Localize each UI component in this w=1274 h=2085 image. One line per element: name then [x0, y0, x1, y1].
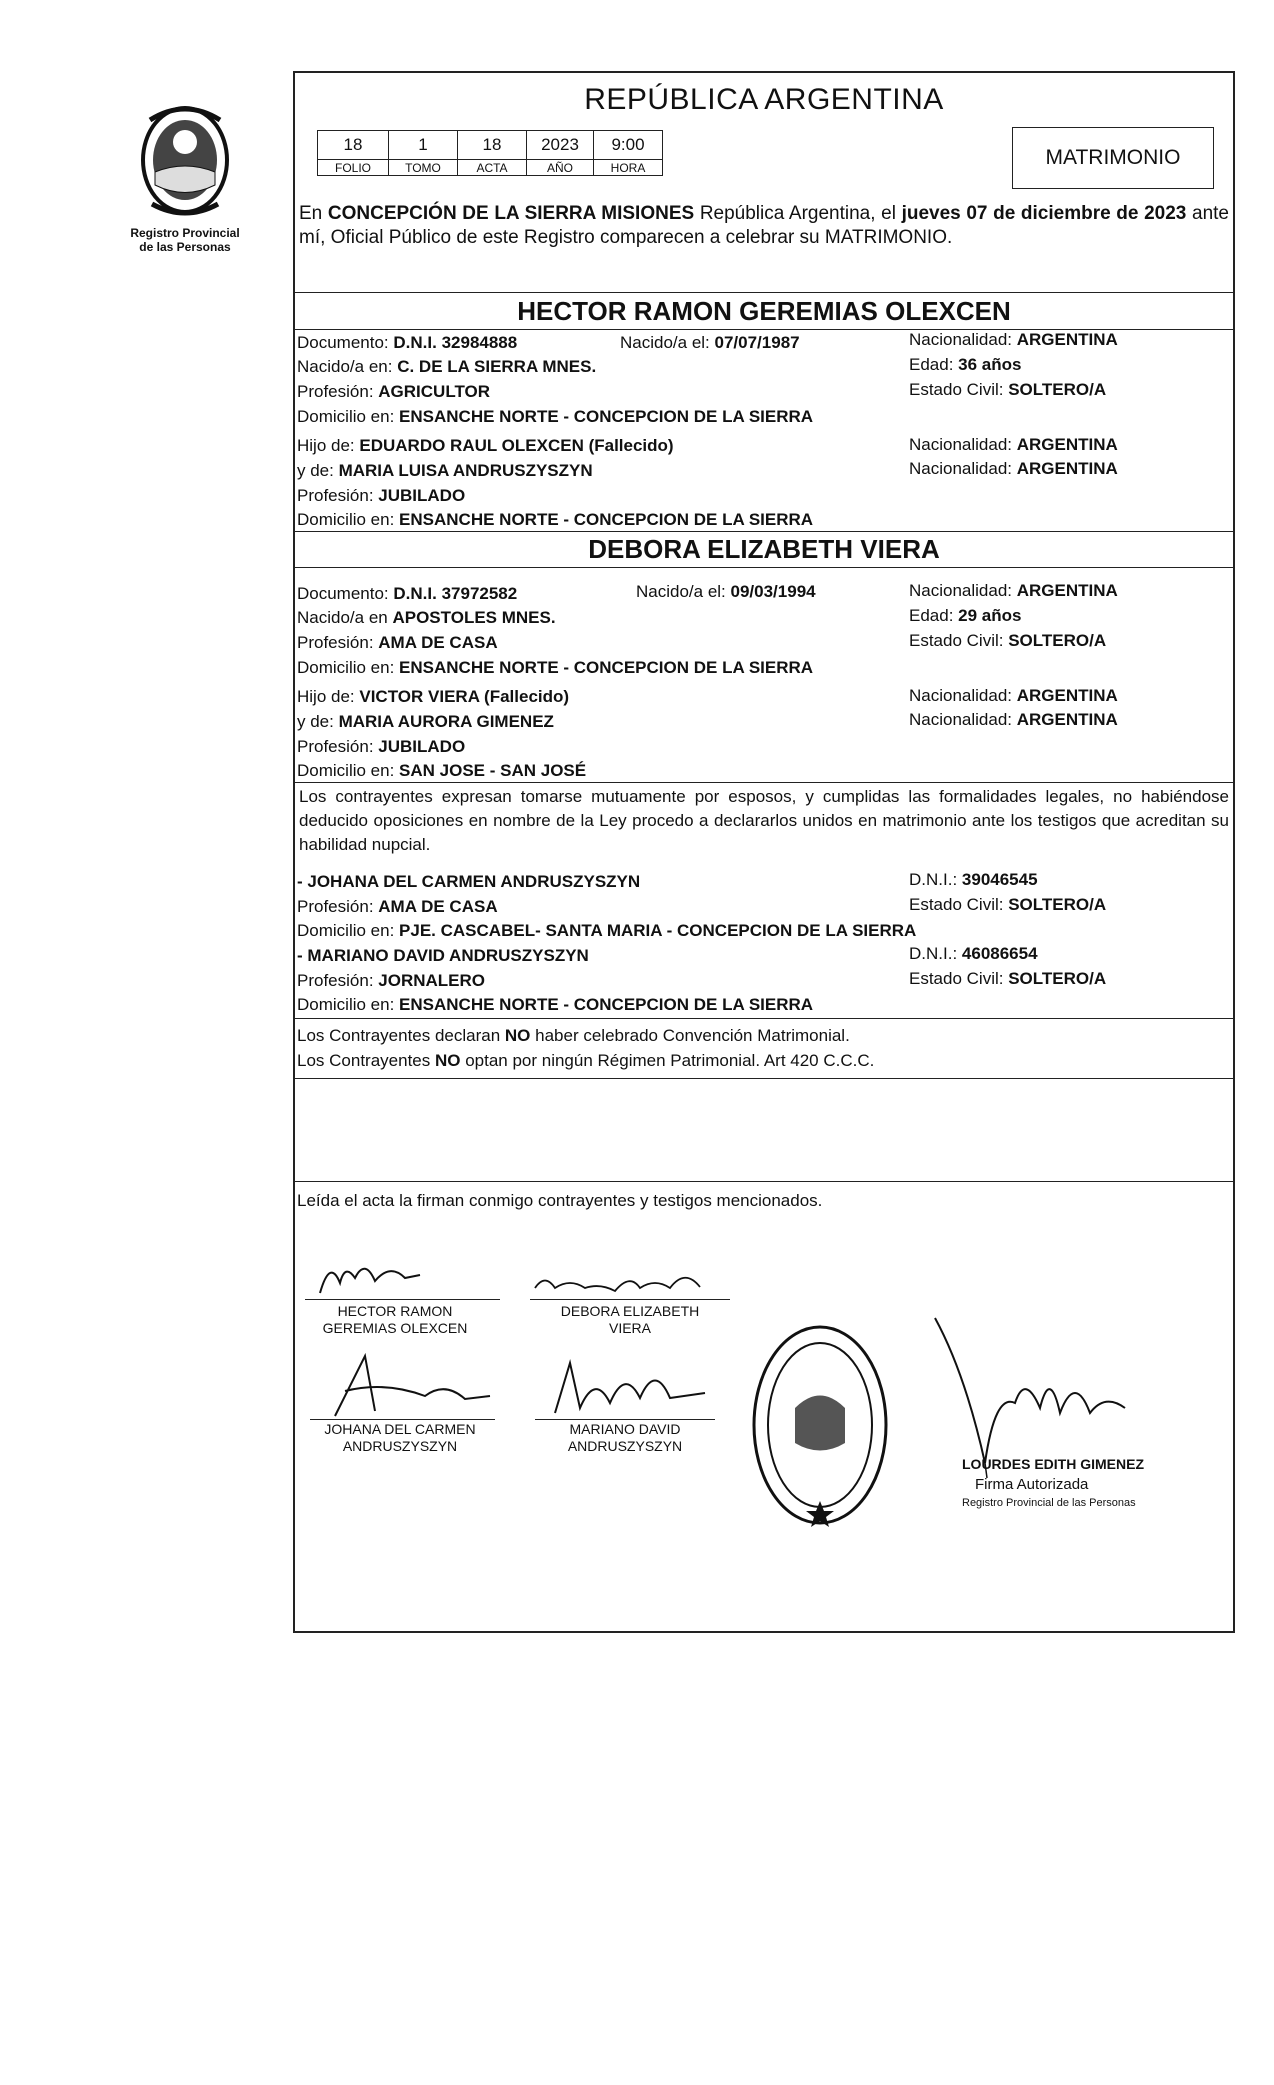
- witness-1-prof: Profesión: AMA DE CASA: [297, 897, 498, 916]
- groom-prof: Profesión: AGRICULTOR: [297, 382, 491, 401]
- bride-prof: Profesión: AMA DE CASA: [297, 633, 498, 652]
- convention-line-1: Los Contrayentes declaran NO haber celebrado Convención Matrimonial.: [297, 1026, 850, 1045]
- witness-1-signature-caption: JOHANA DEL CARMEN ANDRUSZYSZYN: [324, 1421, 476, 1454]
- groom-father-nat: Nacionalidad: ARGENTINA: [909, 435, 1118, 454]
- groom-nat: Nacionalidad: ARGENTINA: [909, 330, 1118, 349]
- witness-2-dni: D.N.I.: 46086654: [909, 944, 1038, 963]
- bride-name: DEBORA ELIZABETH VIERA: [588, 534, 940, 564]
- official-role: Firma Autorizada: [975, 1476, 1089, 1493]
- bride-father: Hijo de: VICTOR VIERA (Fallecido): [297, 687, 570, 706]
- bride-signature-caption: DEBORA ELIZABETH VIERA: [560, 1303, 700, 1336]
- bride-mother: y de: MARIA AURORA GIMENEZ: [297, 712, 554, 731]
- provincial-seal-icon: [130, 100, 240, 220]
- official-stamp-icon: [750, 1323, 890, 1528]
- folio-label: FOLIO: [318, 160, 389, 176]
- groom-doc: Documento: D.N.I. 32984888: [297, 333, 518, 352]
- divider: [295, 1078, 1233, 1079]
- groom-signature-icon: [310, 1253, 450, 1303]
- declaration-paragraph: Los contrayentes expresan tomarse mutuamente por esposos, y cumplidas las formalidades legales, no habiéndose deducido oposiciones en nombre de la Ley procedo a declararlos unidos en matrimonio ante los testigos que acreditan su habilidad nupcial.: [299, 787, 1229, 854]
- divider: [295, 292, 1233, 293]
- groom-name: HECTOR RAMON GEREMIAS OLEXCEN: [517, 296, 1011, 326]
- acta-label: ACTA: [458, 160, 527, 176]
- bride-birthplace: Nacido/a en APOSTOLES MNES.: [297, 608, 556, 627]
- bride-nat: Nacionalidad: ARGENTINA: [909, 581, 1118, 600]
- groom-civil: Estado Civil: SOLTERO/A: [909, 380, 1107, 399]
- official-org: Registro Provincial de las Personas: [962, 1497, 1136, 1509]
- official-name: LOURDES EDITH GIMENEZ: [962, 1456, 1145, 1472]
- closing-text: Leída el acta la firman conmigo contrayentes y testigos mencionados.: [297, 1191, 823, 1210]
- divider: [295, 782, 1233, 783]
- tomo-value: 1: [389, 131, 458, 160]
- bride-parents-home: Domicilio en: SAN JOSE - SAN JOSÉ: [297, 761, 587, 780]
- divider: [295, 531, 1233, 532]
- country-title: REPÚBLICA ARGENTINA: [584, 83, 944, 116]
- groom-signature-caption: HECTOR RAMON GEREMIAS OLEXCEN: [322, 1303, 468, 1336]
- ano-label: AÑO: [527, 160, 594, 176]
- logo-caption: Registro Provincial de las Personas: [130, 226, 240, 254]
- witness-2-signature-caption: MARIANO DAVID ANDRUSZYSZYN: [567, 1421, 683, 1454]
- certificate-frame: [293, 71, 1235, 1633]
- signature-line: [530, 1299, 730, 1300]
- divider: [295, 567, 1233, 568]
- signature-line: [305, 1299, 500, 1300]
- witness-1-home: Domicilio en: PJE. CASCABEL- SANTA MARIA - CONCEPCION DE LA SIERRA: [297, 921, 917, 940]
- intro-paragraph: En CONCEPCIÓN DE LA SIERRA MISIONES República Argentina, el jueves 07 de diciembre de 2023 ante mí, Oficial Público de este Registro comparecen a celebrar su MATRIMONIO.: [299, 203, 1229, 248]
- groom-home: Domicilio en: ENSANCHE NORTE - CONCEPCION DE LA SIERRA: [297, 407, 814, 426]
- folio-value: 18: [318, 131, 389, 160]
- divider: [295, 1018, 1233, 1019]
- witness-2-name: - MARIANO DAVID ANDRUSZYSZYN: [297, 946, 589, 965]
- witness-1-name: - JOHANA DEL CARMEN ANDRUSZYSZYN: [297, 872, 641, 891]
- groom-age: Edad: 36 años: [909, 355, 1022, 374]
- bride-doc: Documento: D.N.I. 37972582: [297, 584, 518, 603]
- bride-father-nat: Nacionalidad: ARGENTINA: [909, 686, 1118, 705]
- ano-value: 2023: [527, 131, 594, 160]
- bride-home: Domicilio en: ENSANCHE NORTE - CONCEPCION DE LA SIERRA: [297, 658, 814, 677]
- witness-1-signature-icon: [315, 1351, 495, 1421]
- convention-line-2: Los Contrayentes NO optan por ningún Régimen Patrimonial. Art 420 C.C.C.: [297, 1051, 875, 1070]
- witness-2-signature-icon: [535, 1353, 715, 1423]
- signature-line: [535, 1419, 715, 1420]
- groom-parents-home: Domicilio en: ENSANCHE NORTE - CONCEPCION DE LA SIERRA: [297, 510, 814, 529]
- registry-table: [317, 130, 663, 176]
- bride-mother-nat: Nacionalidad: ARGENTINA: [909, 710, 1118, 729]
- bride-signature-icon: [530, 1263, 730, 1303]
- acta-value: 18: [458, 131, 527, 160]
- groom-parents-prof: Profesión: JUBILADO: [297, 486, 466, 505]
- groom-mother-nat: Nacionalidad: ARGENTINA: [909, 459, 1118, 478]
- registry-logo: [110, 100, 260, 254]
- bride-civil: Estado Civil: SOLTERO/A: [909, 631, 1107, 650]
- witness-2-civil: Estado Civil: SOLTERO/A: [909, 969, 1107, 988]
- witness-1-civil: Estado Civil: SOLTERO/A: [909, 895, 1107, 914]
- bride-born: Nacido/a el: 09/03/1994: [636, 582, 816, 601]
- groom-mother: y de: MARIA LUISA ANDRUSZYSZYN: [297, 461, 593, 480]
- groom-born: Nacido/a el: 07/07/1987: [620, 333, 800, 352]
- groom-birthplace: Nacido/a en: C. DE LA SIERRA MNES.: [297, 357, 597, 376]
- hora-value: 9:00: [594, 131, 663, 160]
- groom-father: Hijo de: EDUARDO RAUL OLEXCEN (Fallecido): [297, 436, 674, 455]
- signature-line: [310, 1419, 495, 1420]
- bride-parents-prof: Profesión: JUBILADO: [297, 737, 466, 756]
- bride-age: Edad: 29 años: [909, 606, 1022, 625]
- hora-label: HORA: [594, 160, 663, 176]
- divider: [295, 1181, 1233, 1182]
- witness-1-dni: D.N.I.: 39046545: [909, 870, 1038, 889]
- witness-2-prof: Profesión: JORNALERO: [297, 971, 486, 990]
- tomo-label: TOMO: [389, 160, 458, 176]
- witness-2-home: Domicilio en: ENSANCHE NORTE - CONCEPCION DE LA SIERRA: [297, 995, 814, 1014]
- act-type-box: MATRIMONIO: [1012, 127, 1214, 189]
